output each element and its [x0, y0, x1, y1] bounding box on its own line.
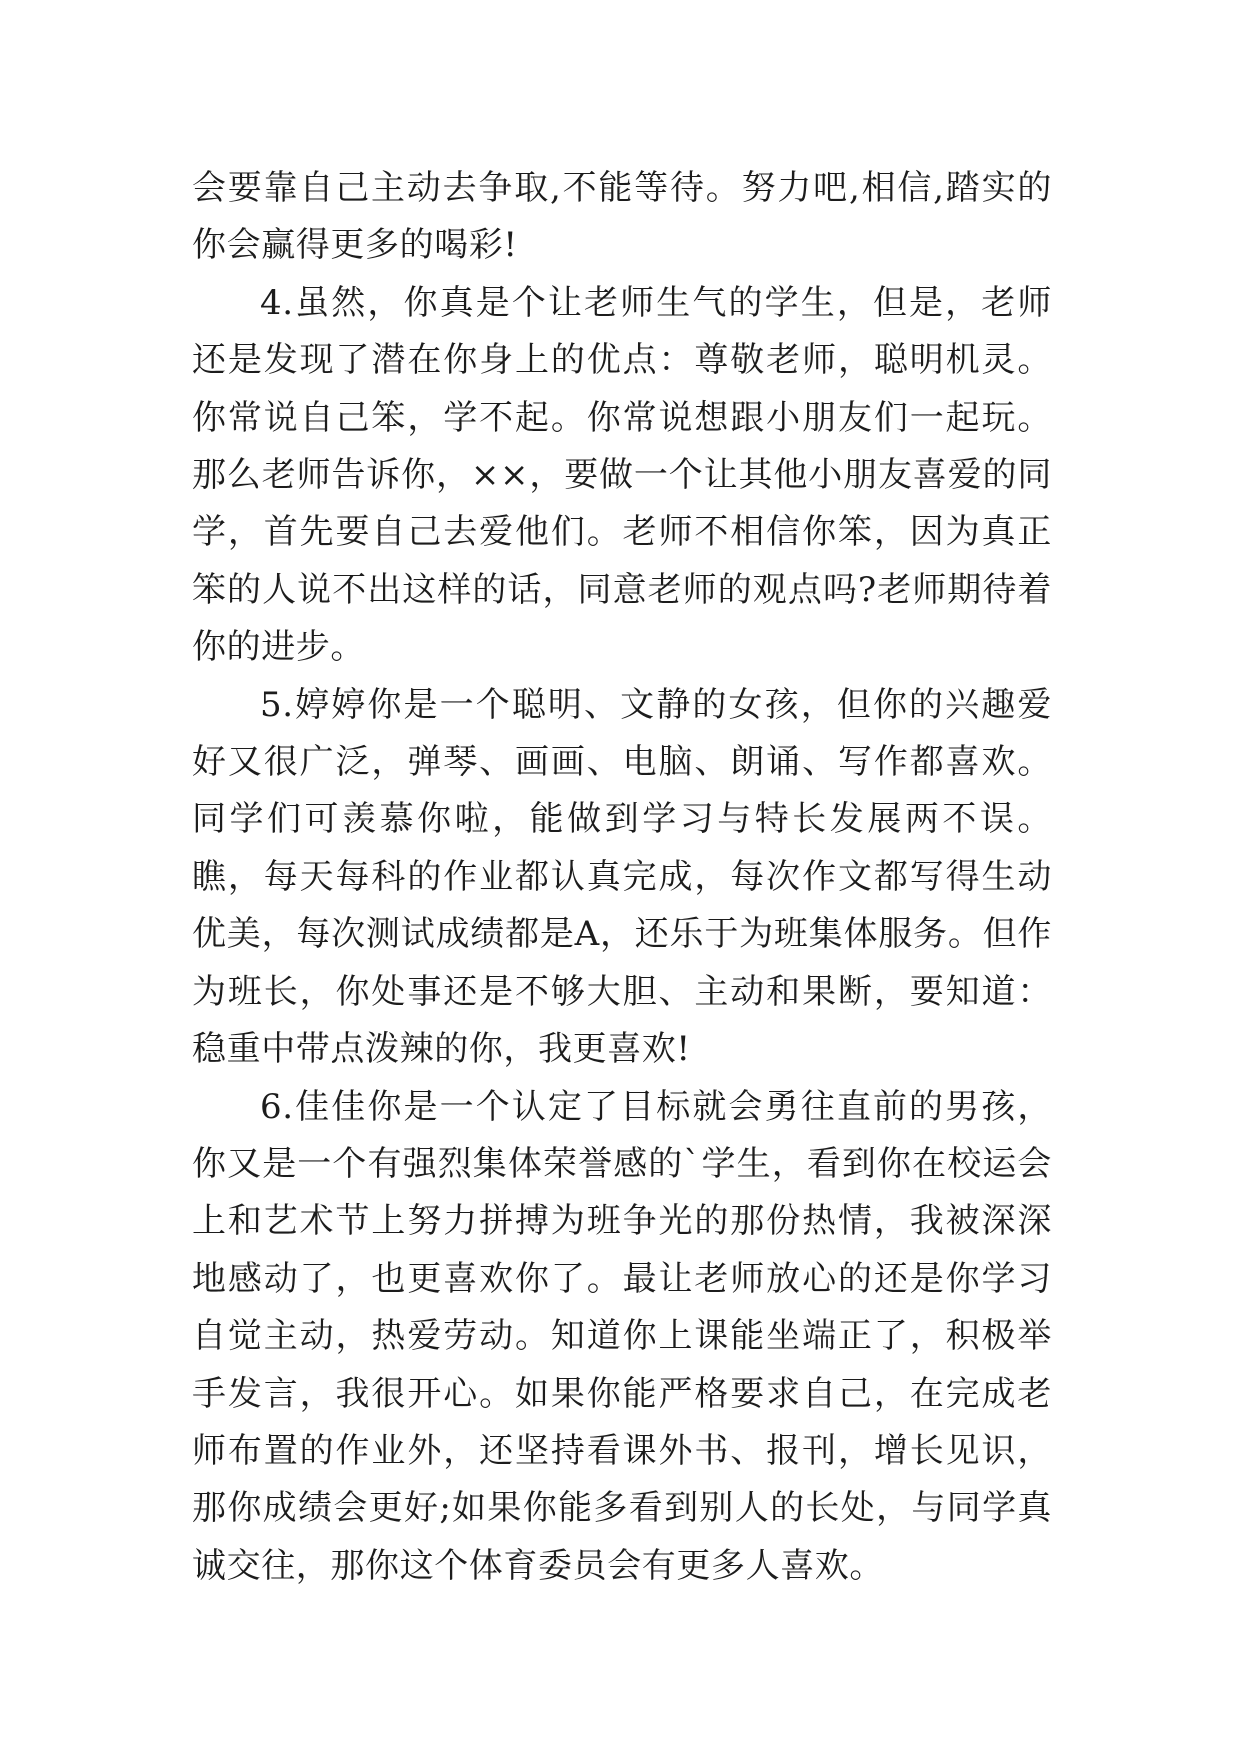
paragraph-item-4: 4.虽然，你真是个让老师生气的学生，但是，老师还是发现了潜在你身上的优点：尊敬老师，聪明机灵。你常说自己笨，学不起。你常说想跟小朋友们一起玩。那么老师告诉你，××，要做一个让其他小朋友喜爱的同学，首先要自己去爱他们。老师不相信你笨，因为真正笨的人说不出这样的话，同意老师的观点吗?老师期待着你的进步。	[192, 282, 1052, 668]
paragraph-item-5: 5.婷婷你是一个聪明、文静的女孩，但你的兴趣爱好又很广泛，弹琴、画画、电脑、朗诵、写作都喜欢。同学们可羡慕你啦，能做到学习与特长发展两不误。瞧，每天每科的作业都认真完成，每次作文都写得生动优美，每次测试成绩都是A，还乐于为班集体服务。但作为班长，你处事还是不够大胆、主动和果断，要知道：稳重中带点泼辣的你，我更喜欢!	[192, 684, 1052, 1070]
paragraph-item-6: 6.佳佳你是一个认定了目标就会勇往直前的男孩，你又是一个有强烈集体荣誉感的`学生，看到你在校运会上和艺术节上努力拼搏为班争光的那份热情，我被深深地感动了，也更喜欢你了。最让老师放心的还是你学习自觉主动，热爱劳动。知道你上课能坐端正了，积极举手发言，我很开心。如果你能严格要求自己，在完成老师布置的作业外，还坚持看课外书、报刊，增长见识，那你成绩会更好;如果你能多看到别人的长处，与同学真诚交往，那你这个体育委员会有更多人喜欢。	[192, 1086, 1052, 1586]
paragraph-continuation: 会要靠自己主动去争取,不能等待。努力吧,相信,踏实的你会赢得更多的喝彩!	[192, 168, 1052, 266]
document-body	[192, 160, 1052, 1595]
